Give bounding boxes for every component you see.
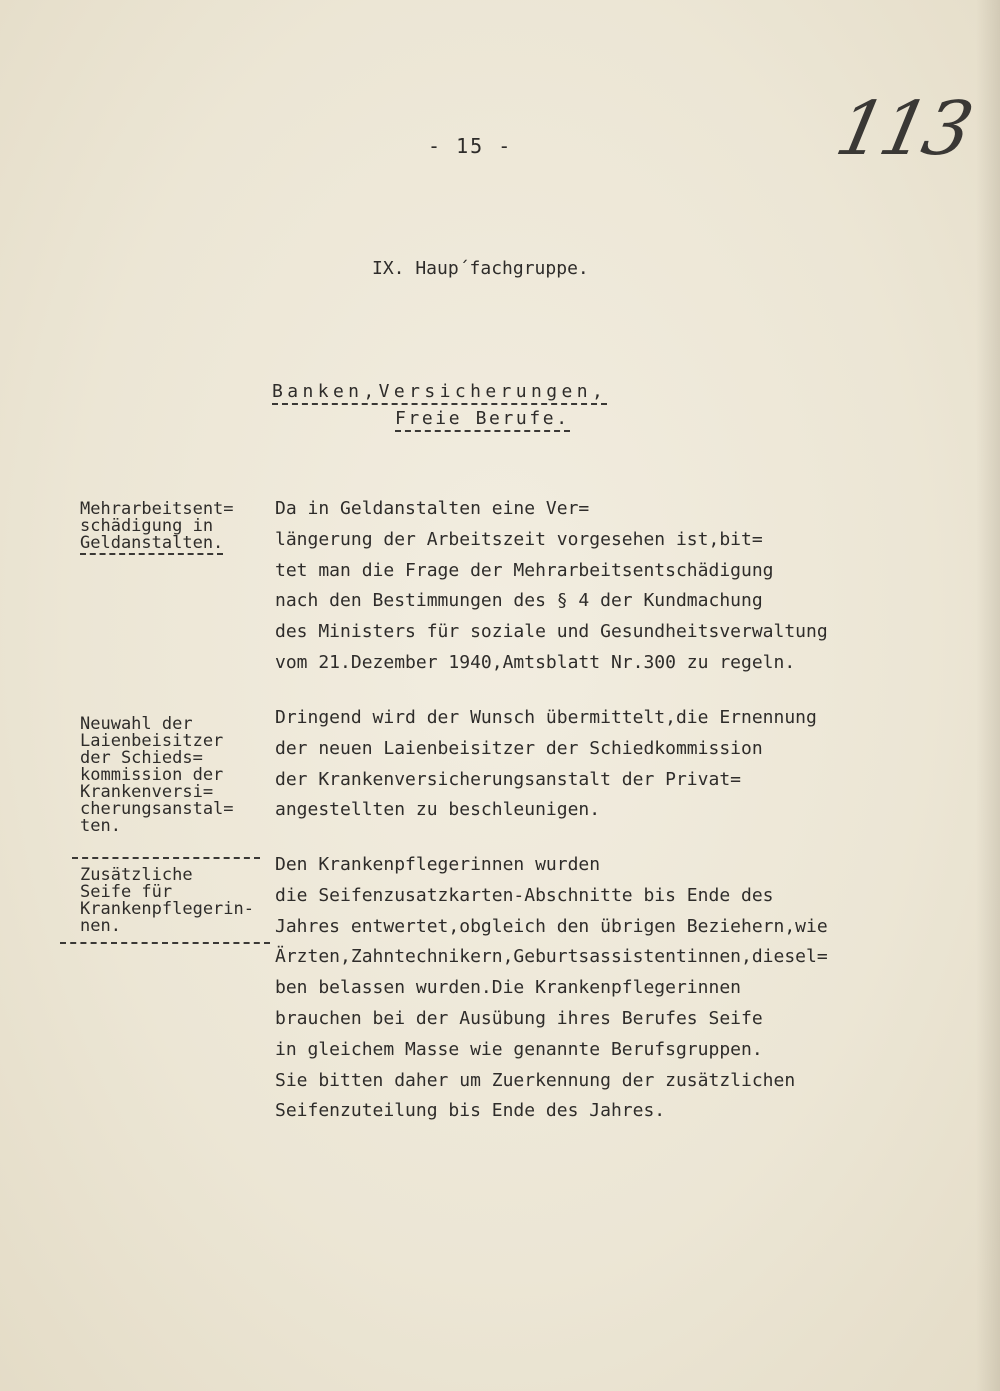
paragraph-line: tet man die Frage der Mehrarbeitsentschädigung bbox=[275, 559, 774, 581]
section-heading-line-1: Banken,Versicherungen, bbox=[272, 381, 607, 405]
section-heading-line-2: Freie Berufe. bbox=[395, 408, 570, 432]
paragraph-line: ben belassen wurden.Die Krankenpflegerinnen bbox=[275, 977, 741, 999]
paragraph-line: in gleichem Masse wie genannte Berufsgruppen. bbox=[275, 1038, 763, 1060]
paragraph-line: Jahres entwertet,obgleich den übrigen Beziehern,wie bbox=[275, 915, 828, 937]
paragraph-line: nach den Bestimmungen des § 4 der Kundmachung bbox=[275, 590, 763, 612]
paragraph-line: angestellten zu beschleunigen. bbox=[275, 799, 601, 821]
margin-note-line: Laienbeisitzer bbox=[80, 731, 224, 751]
paragraph-line: der Krankenversicherungsanstalt der Privat= bbox=[275, 768, 741, 790]
margin-note-line: Krankenpflegerin- bbox=[80, 899, 254, 919]
paragraph-election bbox=[275, 703, 817, 826]
paragraph-line: Sie bitten daher um Zuerkennung der zusätzlichen bbox=[275, 1069, 796, 1091]
paragraph-line: brauchen bei der Ausübung ihres Berufes Seife bbox=[275, 1007, 763, 1029]
group-title: IX. Haup´fachgruppe. bbox=[372, 258, 589, 279]
margin-note-overtime bbox=[80, 501, 234, 552]
paragraph-line: Ärzten,Zahntechnikern,Geburtsassistentinnen,diesel= bbox=[275, 946, 828, 968]
paragraph-line: Da in Geldanstalten eine Ver= bbox=[275, 498, 590, 519]
paragraph-line: Seifenzuteilung bis Ende des Jahres. bbox=[275, 1100, 666, 1122]
paragraph-overtime bbox=[275, 494, 828, 679]
paragraph-line: der neuen Laienbeisitzer der Schiedkommission bbox=[275, 737, 763, 759]
paragraph-line: des Ministers für soziale und Gesundheitsverwaltung bbox=[275, 621, 828, 643]
margin-note-line: Mehrarbeitsent= bbox=[80, 499, 234, 519]
paragraph-line: längerung der Arbeitszeit vorgesehen ist,bit= bbox=[275, 528, 763, 550]
handwritten-folio-number: 113 bbox=[828, 86, 977, 172]
paragraph-line: vom 21.Dezember 1940,Amtsblatt Nr.300 zu regeln. bbox=[275, 651, 796, 673]
margin-note-line: ten. bbox=[80, 816, 121, 836]
margin-note-line: Krankenversi= bbox=[80, 782, 214, 802]
paragraph-soap bbox=[275, 850, 828, 1127]
margin-note-election bbox=[80, 716, 234, 835]
margin-note-line: der Schieds= bbox=[80, 748, 203, 768]
page-number: - 15 - bbox=[428, 134, 513, 158]
margin-note-line: Seife für bbox=[80, 882, 173, 902]
margin-note-line: schädigung in bbox=[80, 516, 214, 536]
margin-note-line: Zusätzliche bbox=[80, 865, 193, 885]
paragraph-line: Dringend wird der Wunsch übermittelt,die Ernennung bbox=[275, 707, 817, 728]
separator-dashes bbox=[60, 942, 270, 944]
margin-note-line: Geldanstalten. bbox=[80, 533, 224, 553]
paragraph-line: die Seifenzusatzkarten-Abschnitte bis Ende des bbox=[275, 884, 774, 906]
margin-note-line: kommission der bbox=[80, 765, 224, 785]
margin-note-line: nen. bbox=[80, 916, 121, 936]
margin-note-line: cherungsanstal= bbox=[80, 799, 234, 819]
separator-dashes bbox=[72, 857, 260, 859]
margin-note-line: Neuwahl der bbox=[80, 714, 193, 734]
paragraph-line: Den Krankenpflegerinnen wurden bbox=[275, 854, 601, 875]
margin-note-soap bbox=[80, 867, 254, 935]
